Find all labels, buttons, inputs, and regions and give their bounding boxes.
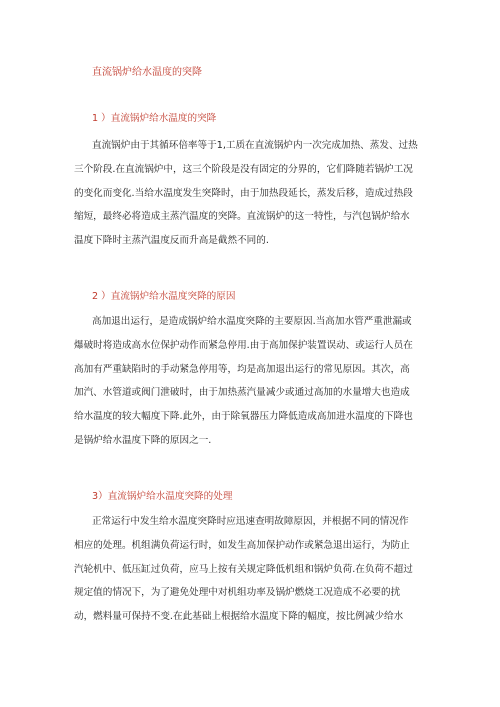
section-1-paragraph (74, 134, 435, 253)
section-2-heading: 2 ）直流锅炉给水温度突降的原因 (92, 291, 236, 302)
paragraph-line: 温度下降时主蒸汽温度反而升高是截然不同的. (74, 235, 269, 247)
section-1-heading: 1 ）直流锅炉给水温度的突降 (92, 113, 217, 124)
paragraph-line: 给水温度的较大幅度下降.此外，由于除氧器压力降低造成高加进水温度的下降也 (74, 411, 413, 423)
section-3-heading: 3）直流锅炉给水温度突降的处理 (92, 491, 233, 502)
paragraph-line: 汽轮机中、低压缸过负荷，应马上按有关规定降低机组和锅炉负荷.在负荷不超过 (74, 563, 413, 575)
paragraph-line: 高加有严重缺陷时的手动紧急停用等，均是高加退出运行的常见原因。其次，高 (74, 363, 410, 375)
paragraph-line: 的变化而变化.当给水温度发生突降时，由于加热段延长，蒸发后移，造成过热段 (74, 187, 413, 199)
paragraph-line: 正常运行中发生给水温度突降时应迅速查明故障原因，并根据不同的情况作 (92, 516, 409, 527)
paragraph-line: 爆破时将造成高水位保护动作而紧急停用.由于高加保护装置误动、或运行人员在 (74, 339, 413, 351)
paragraph-line: 三个阶段.在直流锅炉中，这三个阶段是没有固定的分界的，它们降随若锅炉工况 (74, 163, 413, 175)
document-title: 直流锅炉给水温度的突降 (92, 67, 202, 78)
paragraph-line: 高加退出运行，是造成锅炉给水温度突降的主要原因.当高加水管严重泄漏或 (92, 316, 412, 327)
paragraph-line: 缩短，最终必将造成主蒸汽温度的突降。直流锅炉的这一特性，与汽包锅炉给水 (74, 211, 410, 223)
paragraph-line: 直流锅炉由于其循环倍率等于1,工质在直流锅炉内一次完成加热、蒸发、过热 (92, 140, 418, 151)
paragraph-line: 加汽、水管道或阀门泄破时，由于加热蒸汽量减少或通过高加的水量增大也造成 (74, 387, 410, 399)
paragraph-line: 是锅炉给水温度下降的原因之一. (74, 434, 212, 446)
section-3-paragraph (74, 510, 435, 629)
paragraph-line: 动，燃料量可保持不变.在此基础上根据给水温度下降的幅度，按比例减少给水 (74, 611, 404, 623)
paragraph-line: 相应的处理。机组满负荷运行时，如发生高加保护动作或紧急退出运行，为防止 (74, 539, 410, 551)
section-2-paragraph (74, 310, 435, 453)
paragraph-line: 规定值的情况下，为了避免处理中对机组功率及锅炉燃烧工况造成不必要的扰 (74, 587, 401, 599)
